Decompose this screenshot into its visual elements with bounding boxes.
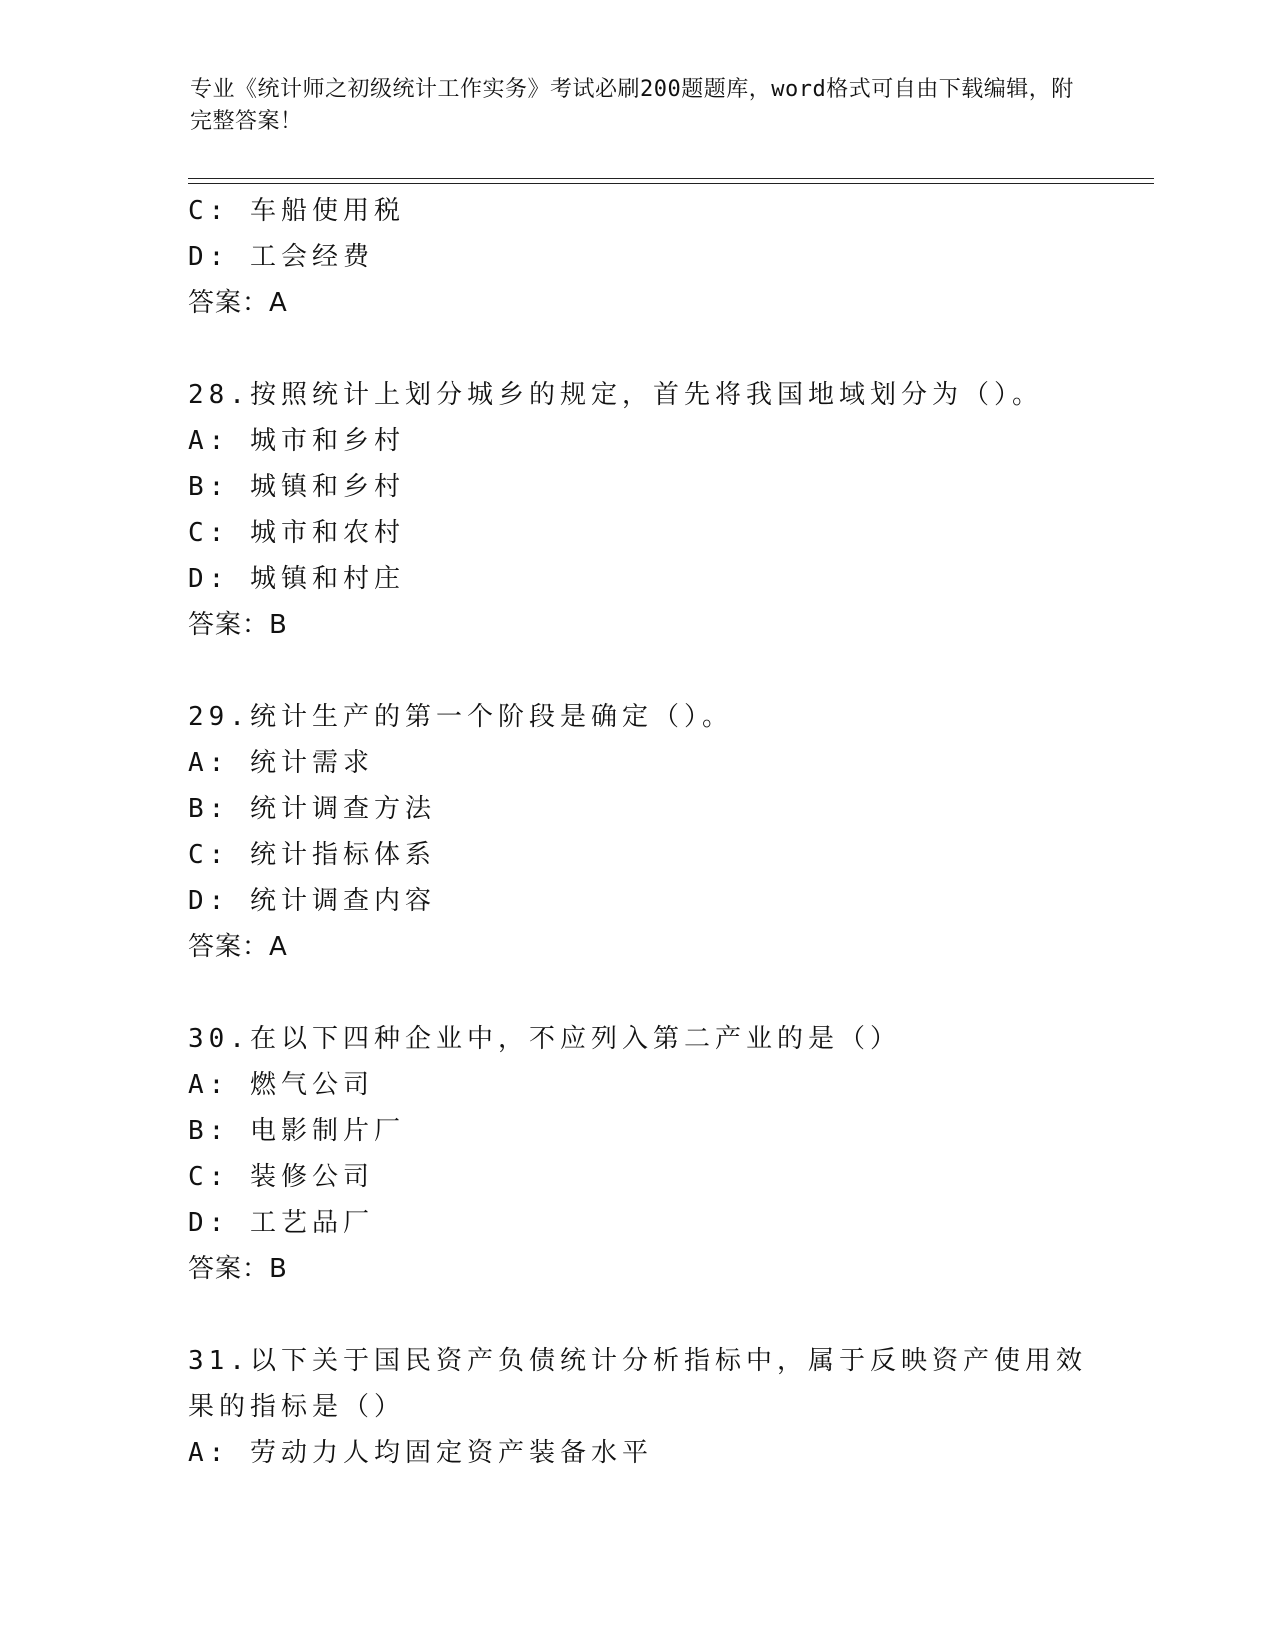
- option-label: D:: [188, 1208, 230, 1238]
- option-text: 统计调查内容: [249, 886, 436, 916]
- option-text: 统计指标体系: [249, 840, 436, 870]
- option-d: [188, 556, 1108, 602]
- question-28: 28.按照统计上划分城乡的规定，首先将我国地域划分为（）。: [188, 380, 1043, 410]
- option-a: [188, 740, 1108, 786]
- option-d: [188, 1200, 1108, 1246]
- option-label: D:: [188, 564, 230, 594]
- option-b: [188, 464, 1108, 510]
- option-label: B:: [188, 794, 230, 824]
- option-c: [188, 188, 1108, 234]
- option-label: C:: [188, 1162, 230, 1192]
- option-label: B:: [188, 1116, 230, 1146]
- option-text: 统计调查方法: [249, 794, 436, 824]
- option-text: 城市和乡村: [249, 426, 405, 456]
- header-rule-bottom: [188, 183, 1154, 184]
- option-text: 电影制片厂: [249, 1116, 405, 1146]
- question-31: 31.以下关于国民资产负债统计分析指标中，属于反映资产使用效果的指标是（）: [188, 1346, 1087, 1422]
- option-text: 城镇和村庄: [249, 564, 405, 594]
- option-text: 统计需求: [249, 748, 374, 778]
- option-a: [188, 1430, 1108, 1476]
- option-text: 城市和农村: [249, 518, 405, 548]
- option-text: 车船使用税: [249, 196, 405, 226]
- option-text: 工会经费: [249, 242, 374, 272]
- option-c: [188, 1154, 1108, 1200]
- option-label: A:: [188, 748, 230, 778]
- option-text: 装修公司: [249, 1162, 374, 1192]
- option-b: [188, 786, 1108, 832]
- header-rule-top: [188, 178, 1154, 179]
- option-c: [188, 510, 1108, 556]
- option-label: C:: [188, 518, 230, 548]
- option-label: C:: [188, 840, 230, 870]
- answer-line: 答案：B: [188, 1254, 288, 1284]
- answer-line: 答案：A: [188, 932, 288, 962]
- option-a: [188, 418, 1108, 464]
- question-list: [188, 188, 1108, 1476]
- option-d: [188, 878, 1108, 924]
- question-30: 30.在以下四种企业中，不应列入第二产业的是（）: [188, 1024, 901, 1054]
- option-label: D:: [188, 886, 230, 916]
- option-text: 劳动力人均固定资产装备水平: [249, 1438, 653, 1468]
- option-c: [188, 832, 1108, 878]
- option-label: B:: [188, 472, 230, 502]
- question-29: 29.统计生产的第一个阶段是确定（）。: [188, 702, 733, 732]
- option-label: A:: [188, 426, 230, 456]
- document-header: 专业《统计师之初级统计工作实务》考试必刷200题题库，word格式可自由下载编辑，附完整答案！: [190, 77, 1074, 134]
- option-b: [188, 1108, 1108, 1154]
- option-text: 工艺品厂: [249, 1208, 374, 1238]
- option-a: [188, 1062, 1108, 1108]
- answer-line: 答案：B: [188, 610, 288, 640]
- option-label: C:: [188, 196, 230, 226]
- option-text: 燃气公司: [249, 1070, 374, 1100]
- option-label: A:: [188, 1070, 230, 1100]
- option-label: D:: [188, 242, 230, 272]
- answer-line: 答案：A: [188, 288, 288, 318]
- option-d: [188, 234, 1108, 280]
- option-label: A:: [188, 1438, 230, 1468]
- option-text: 城镇和乡村: [249, 472, 405, 502]
